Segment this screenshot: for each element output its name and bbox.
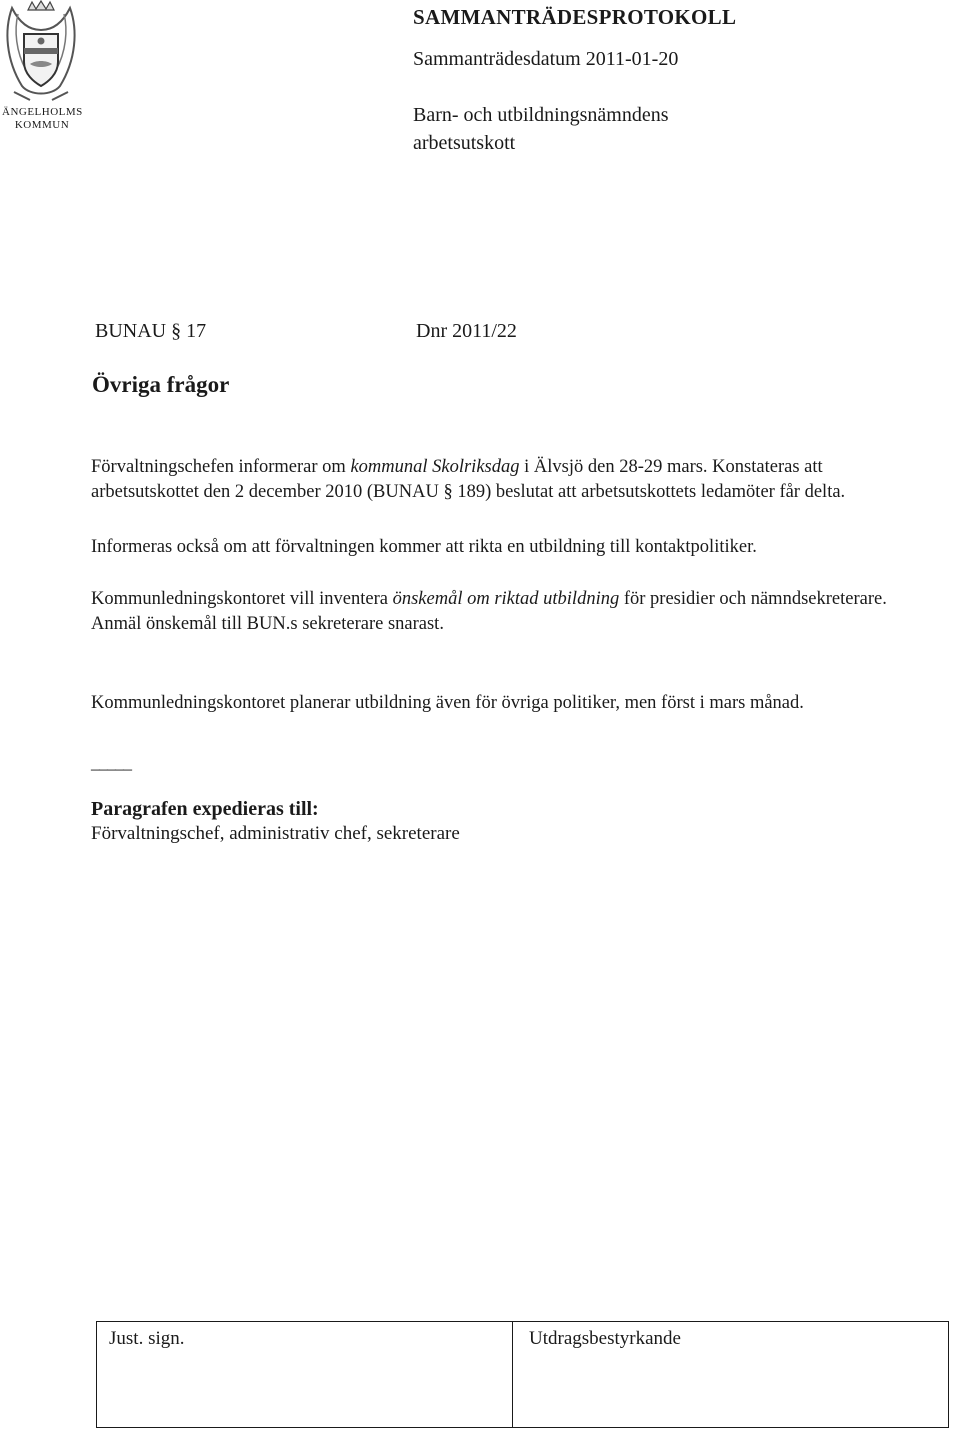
signature-box (96, 1321, 949, 1428)
paragraph-3-main (91, 587, 891, 612)
document-title: SAMMANTRÄDESPROTOKOLL (413, 5, 737, 29)
paragraph-number: BUNAU § 17 (95, 320, 207, 342)
section-heading: Övriga frågor (92, 372, 230, 397)
committee-name-line-2: arbetsutskott (413, 132, 516, 154)
certification-label: Utdragsbestyrkande (529, 1328, 681, 1349)
signature-cell-certification (512, 1322, 948, 1427)
paragraph-1 (91, 455, 891, 505)
logo-text-line-1: ÄNGELHOLMS (2, 106, 83, 118)
paragraph-1-emphasis: kommunal Skolriksdag (350, 457, 520, 477)
expedition-title: Paragrafen expedieras till: (91, 798, 319, 820)
paragraph-1-text-a: Förvaltningschefen informerar om (91, 457, 351, 477)
paragraph-3 (91, 587, 891, 637)
paragraph-3-text-a: Kommunledningskontoret vill inventera (91, 589, 393, 609)
paragraph-3-note: Anmäl önskemål till BUN.s sekreterare snarast. (91, 614, 444, 634)
expedition-recipients: Förvaltningschef, administrativ chef, sekreterare (91, 823, 460, 844)
adjuster-signature-label: Just. sign. (109, 1328, 185, 1349)
paragraph-3-emphasis: önskemål om riktad utbildning (392, 589, 620, 609)
coat-of-arms-icon (0, 0, 82, 108)
section-divider: _____ (91, 752, 131, 772)
paragraph-4: Kommunledningskontoret planerar utbildning även för övriga politiker, men först i mars månad. (91, 693, 804, 713)
paragraph-2: Informeras också om att förvaltningen kommer att rikta en utbildning till kontaktpolitiker. (91, 537, 757, 557)
logo-text (2, 106, 82, 132)
signature-cell-adjuster (97, 1322, 513, 1427)
committee-name-line-1: Barn- och utbildningsnämndens (413, 104, 669, 126)
committee-name (413, 101, 669, 157)
paragraph-3-text-b: för presidier och nämndsekreterare. (619, 589, 887, 609)
paragraph-1-text-b: i Älvsjö den 28-29 mars. Konstateras att arbetsutskottet den 2 december 2010 (BUNAU § 189) beslutat att arbetsutskottets ledamöter får delta. (91, 457, 846, 502)
meeting-date: Sammanträdesdatum 2011-01-20 (413, 48, 679, 70)
diary-number: Dnr 2011/22 (416, 320, 517, 342)
logo-text-line-2: KOMMUN (14, 119, 70, 131)
